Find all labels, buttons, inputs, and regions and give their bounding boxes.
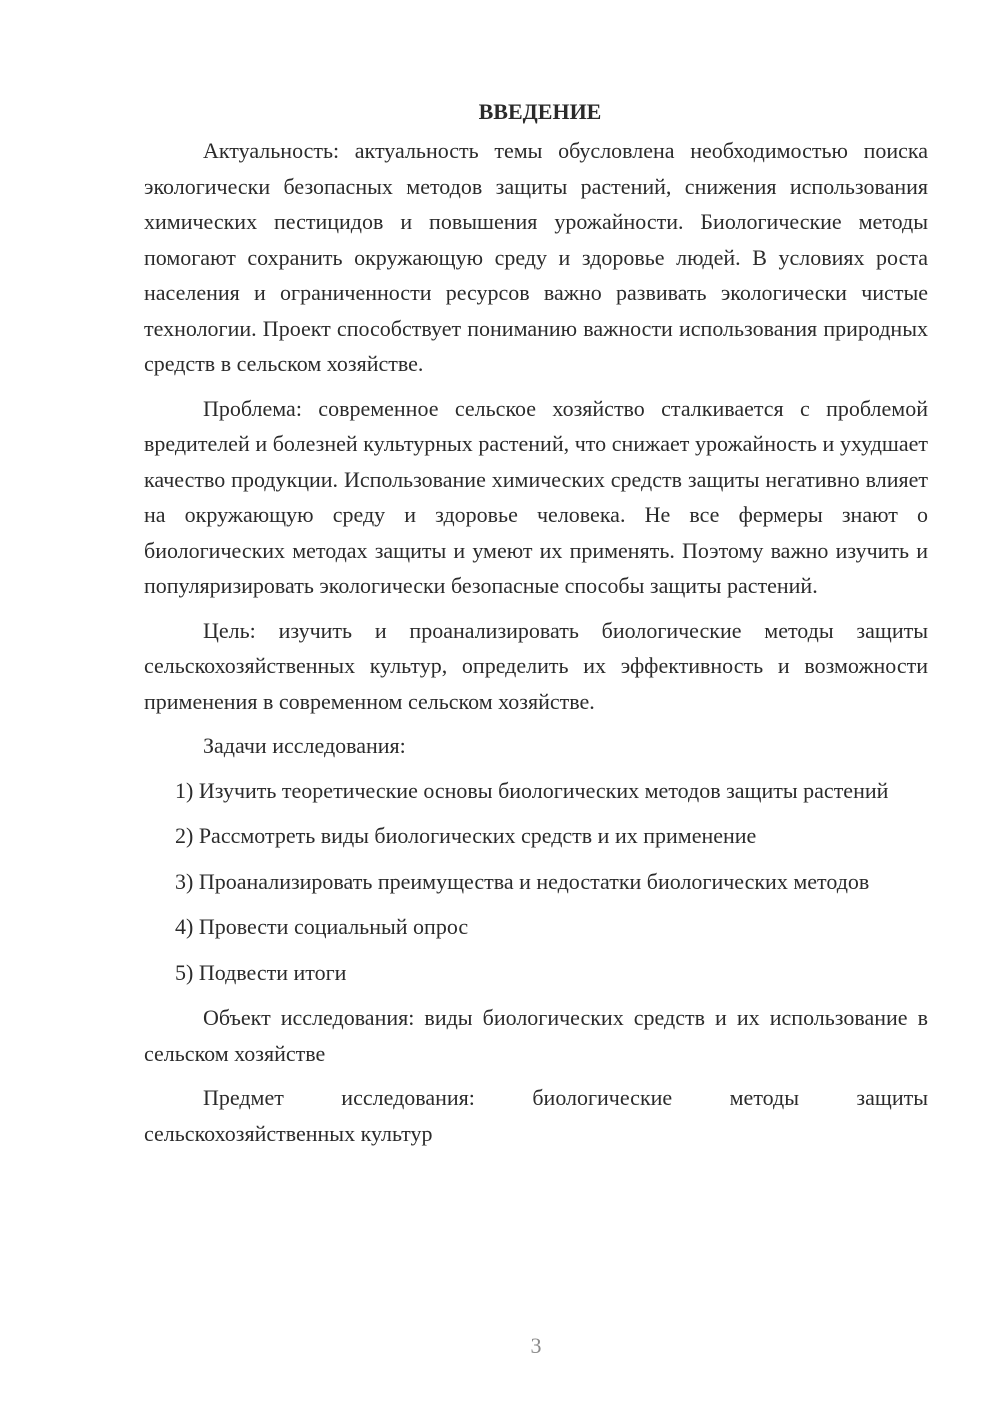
task-item: 1) Изучить теоретические основы биологических методов защиты растений <box>175 777 889 803</box>
paragraph-problem: Проблема: современное сельское хозяйство сталкивается с проблемой вредителей и болезней культурных растений, что снижает урожайность и ухудшает качество продукции. Использование химических средств защиты негативно влияет на окружающую среду и здоровье человека. Не все фермеры знают о биологических методах защиты и умеют их применять. Поэтому важно изучить и популяризировать экологически безопасные способы защиты растений. <box>144 395 928 598</box>
task-item: 2) Рассмотреть виды биологических средств и их применение <box>175 823 757 848</box>
paragraph-subject: Предмет исследования: биологические методы защиты сельскохозяйственных культур <box>144 1085 928 1146</box>
task-item: 4) Провести социальный опрос <box>175 914 469 939</box>
task-item: 5) Подвести итоги <box>175 959 347 985</box>
paragraph-relevance: Актуальность: актуальность темы обусловлена необходимостью поиска экологически безопасных методов защиты растений, снижения использования химических пестицидов и повышения урожайности. Биологические методы помогают сохранить окружающую среду и здоровье людей. В условиях роста населения и ограниченности ресурсов важно развивать экологически чистые технологии. Проект способствует пониманию важности использования природных средств в сельском хозяйстве. <box>144 138 928 376</box>
paragraph-object: Объект исследования: виды биологических средств и их использование в сельском хозяйстве <box>144 1005 928 1066</box>
paragraph-goal: Цель: изучить и проанализировать биологические методы защиты сельскохозяйственных культур, определить их эффективность и возможности применения в современном сельском хозяйстве. <box>144 617 928 714</box>
paragraph-tasks-heading: Задачи исследования: <box>203 733 406 758</box>
page-number: 3 <box>530 1333 542 1358</box>
task-item: 3) Проанализировать преимущества и недостатки биологических методов <box>175 868 870 894</box>
page-content <box>144 94 928 1160</box>
section-title: ВВЕДЕНИЕ <box>478 99 602 124</box>
